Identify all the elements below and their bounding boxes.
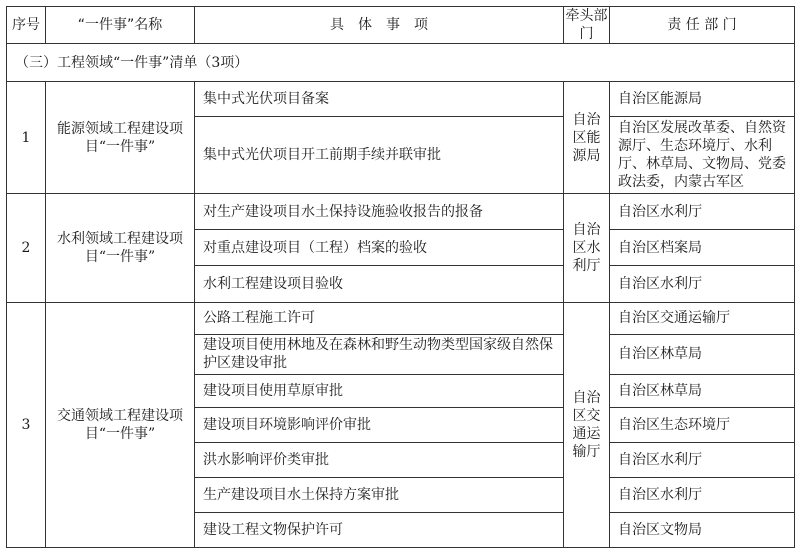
section-row	[7, 44, 795, 82]
item-cell: 集中式光伏项目开工前期手续并联审批	[195, 117, 564, 194]
dept-cell: 自治区水利厅	[610, 266, 795, 302]
dept-cell: 自治区水利厅	[610, 194, 795, 230]
item-cell: 生产建设项目水土保持方案审批	[195, 477, 564, 512]
header-row	[7, 7, 795, 44]
dept-cell: 自治区生态环境厅	[610, 407, 795, 442]
item-cell: 建设项目使用林地及在森林和野生动物类型国家级自然保护区建设审批	[195, 334, 564, 374]
header-lead: 牵头部门	[565, 8, 608, 43]
dept-cell: 自治区交通运输厅	[610, 302, 795, 334]
dept-cell: 自治区档案局	[610, 230, 795, 266]
table-row	[7, 302, 795, 334]
event-name-cell: 水利领域工程建设项目“一件事”	[46, 194, 195, 302]
seq-cell: 2	[7, 194, 46, 302]
dept-cell: 自治区文物局	[610, 512, 795, 547]
dept-cell: 自治区发展改革委、自然资源厅、生态环境厅、水利厅、林草局、文物局、党委政法委，内蒙古军区	[610, 117, 795, 194]
event-name-cell: 交通领域工程建设项目“一件事”	[46, 302, 195, 547]
header-seq: 序号	[7, 7, 46, 44]
table-row	[7, 194, 795, 230]
item-cell: 建设工程文物保护许可	[195, 512, 564, 547]
seq-cell: 1	[7, 82, 46, 194]
list-table	[6, 6, 795, 548]
header-items: 具 体 事 项	[195, 7, 564, 44]
header-name: “一件事”名称	[46, 7, 195, 44]
item-cell: 水利工程建设项目验收	[195, 266, 564, 302]
section-title: （三）工程领域“一件事”清单（3项）	[7, 44, 795, 82]
table-row	[7, 82, 795, 117]
event-name-cell: 能源领域工程建设项目“一件事”	[46, 82, 195, 194]
item-cell: 洪水影响评价类审批	[195, 442, 564, 477]
dept-cell: 自治区能源局	[610, 82, 795, 117]
item-cell: 对生产建设项目水土保持设施验收报告的报备	[195, 194, 564, 230]
item-cell: 集中式光伏项目备案	[195, 82, 564, 117]
header-dept: 责 任 部 门	[610, 7, 795, 44]
dept-cell: 自治区水利厅	[610, 442, 795, 477]
item-cell: 建设项目环境影响评价审批	[195, 407, 564, 442]
dept-cell: 自治区林草局	[610, 334, 795, 374]
dept-cell: 自治区水利厅	[610, 477, 795, 512]
lead-dept-cell: 自治区水利厅	[564, 194, 610, 302]
dept-cell: 自治区林草局	[610, 374, 795, 407]
item-cell: 公路工程施工许可	[195, 302, 564, 334]
lead-dept-cell: 自治区交通运输厅	[564, 302, 610, 547]
item-cell: 建设项目使用草原审批	[195, 374, 564, 407]
lead-dept-cell: 自治区能源局	[564, 82, 610, 194]
seq-cell: 3	[7, 302, 46, 547]
item-cell: 对重点建设项目（工程）档案的验收	[195, 230, 564, 266]
